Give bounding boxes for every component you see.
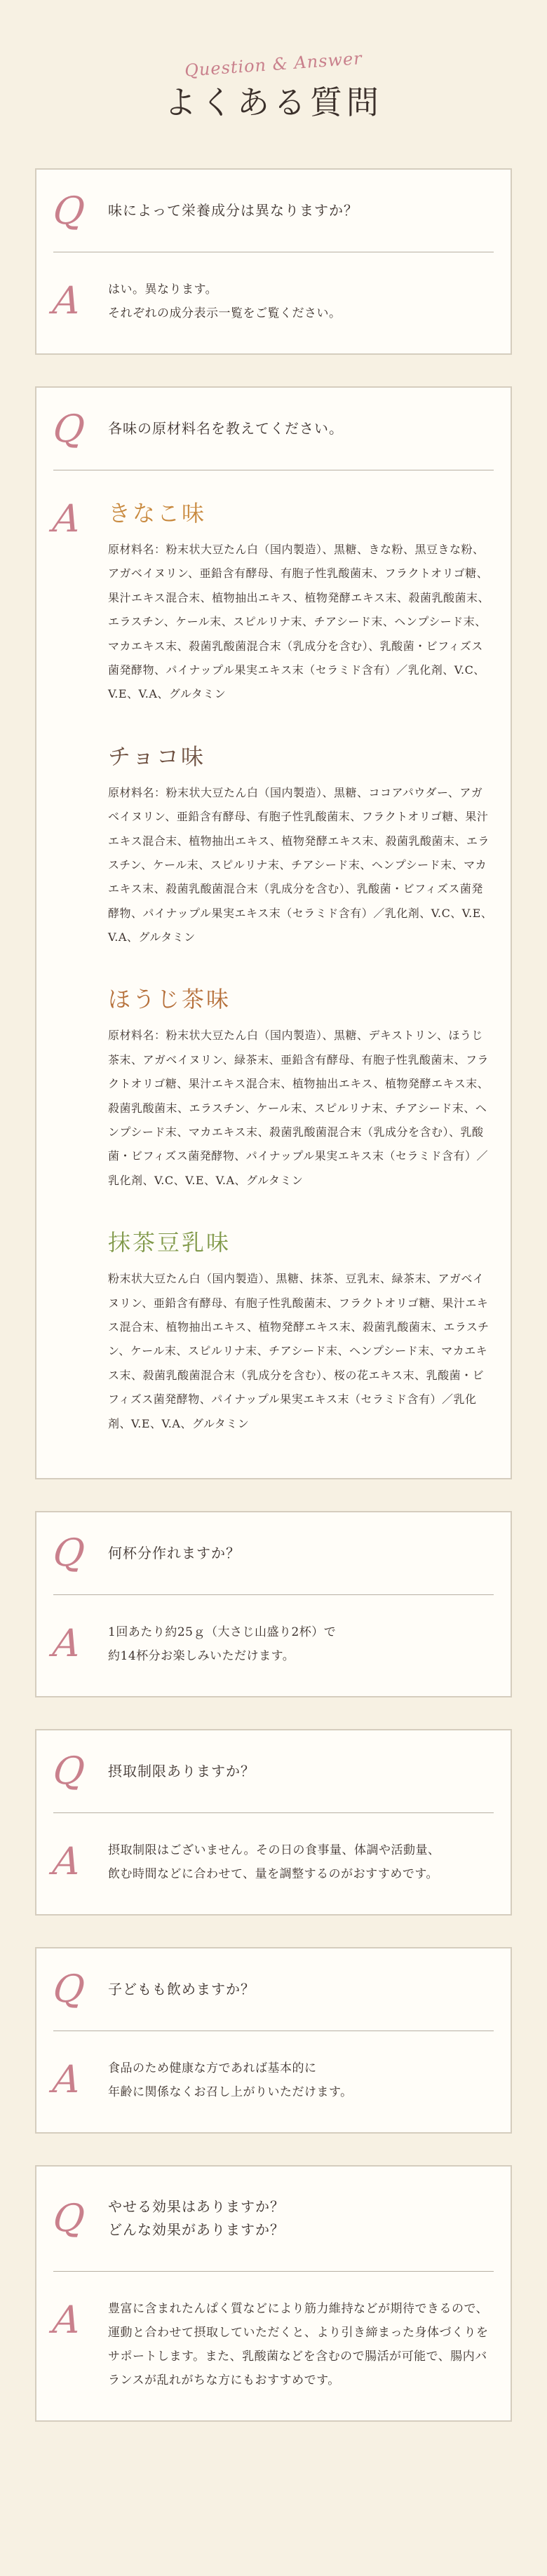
answer-row [50, 1813, 494, 1914]
page-title: よくある質問 [164, 83, 383, 121]
faq-card-ingredients [35, 386, 512, 1479]
question-text: 味によって栄養成分は異なりますか？ [108, 202, 358, 219]
answer-mark-icon: A [50, 1620, 83, 1665]
question-text: 摂取制限ありますか？ [108, 1762, 255, 1780]
answer-text: 1回あたり約25ｇ（大さじ山盛り2杯）で 約14杯分お楽しみいただけます。 [108, 1625, 337, 1663]
answer-text: はい。異なります。 それぞれの成分表示一覧をご覧ください。 [108, 283, 342, 320]
answer-mark-icon: A [50, 1838, 83, 1883]
answer-mark-icon: A [50, 278, 83, 323]
question-text: やせる効果はありますか？ どんな効果がありますか？ [108, 2198, 285, 2239]
question-text: 各味の原材料名を教えてください。 [108, 420, 344, 437]
faq-card-servings [35, 1511, 512, 1697]
answer-row [50, 1595, 494, 1696]
flavor-ingredients-kinako: 原材料名：粉末状大豆たん白（国内製造）、黒糖、きな粉、黒豆きな粉、アガベイヌリン、亜鉛含有酵母、有胞子性乳酸菌末、フラクトオリゴ糖、果汁エキス混合末、植物抽出エキス、植物発酵エキス末、殺菌乳酸菌末、エラスチン、ケール末、スピルリナ末、チアシード末、ヘンプシード末、マカエキス末、殺菌乳酸菌混合末（乳成分を含む）、乳酸菌・ビフィズス菌発酵物、パイナップル果実エキス末（セラミド含有）／乳化剤、V.C、V.E、V.A、グルタミン [108, 543, 490, 701]
question-row [50, 170, 494, 252]
answer-mark-icon: A [50, 496, 83, 541]
question-text: 何杯分作れますか？ [108, 1544, 241, 1561]
answer-row [50, 470, 494, 1478]
question-mark-icon: Q [50, 1749, 87, 1794]
question-mark-icon: Q [50, 188, 87, 233]
question-row [50, 2167, 494, 2272]
question-row [50, 1730, 494, 1813]
answer-text: 食品のため健康な方であれば基本的に 年齢に関係なくお召し上がりいただけます。 [108, 2061, 353, 2099]
faq-card-flavor-nutrition [35, 168, 512, 355]
answer-text: 摂取制限はございません。その日の食事量、体調や活動量、 飲む時間などに合わせて、量を調整するのがおすすめです。 [108, 1843, 440, 1881]
faq-card-intake-limit [35, 1729, 512, 1916]
question-row [50, 388, 494, 470]
flavor-title-houjicha: ほうじ茶味 [108, 986, 231, 1013]
faq-header [0, 42, 547, 168]
header-script-title: Question & Answer [184, 48, 363, 81]
answer-mark-icon: A [50, 2297, 83, 2342]
flavor-houjicha [108, 982, 494, 1193]
flavor-choco [108, 739, 494, 950]
question-mark-icon: Q [50, 1967, 87, 2012]
flavor-kinako [108, 496, 494, 707]
flavor-title-matcha: 抹茶豆乳味 [108, 1229, 231, 1256]
question-mark-icon: Q [50, 406, 87, 451]
faq-card-children [35, 1947, 512, 2134]
answer-row [50, 2031, 494, 2132]
faq-card-effects [35, 2165, 512, 2422]
flavor-list [108, 496, 494, 1436]
question-row [50, 1512, 494, 1595]
question-row [50, 1948, 494, 2031]
flavor-title-kinako: きなこ味 [108, 500, 207, 527]
answer-mark-icon: A [50, 2056, 83, 2101]
flavor-ingredients-choco: 原材料名：粉末状大豆たん白（国内製造）、黒糖、ココアパウダー、アガベイヌリン、亜鉛含有酵母、有胞子性乳酸菌末、フラクトオリゴ糖、果汁エキス混合末、植物抽出エキス、植物発酵エキス末、殺菌乳酸菌末、エラスチン、ケール末、スピルリナ末、チアシード末、ヘンプシード末、マカエキス末、殺菌乳酸菌混合末（乳成分を含む）、乳酸菌・ビフィズス菌発酵物、パイナップル果実エキス末（セラミド含有）／乳化剤、V.C、V.E、V.A、グルタミン [108, 785, 493, 944]
question-mark-icon: Q [50, 1531, 87, 1575]
flavor-title-choco: チョコ味 [108, 743, 206, 770]
flavor-matcha [108, 1225, 494, 1436]
answer-row [50, 2272, 494, 2420]
flavor-ingredients-houjicha: 原材料名：粉末状大豆たん白（国内製造）、黒糖、デキストリン、ほうじ茶末、アガベイヌリン、緑茶末、亜鉛含有酵母、有胞子性乳酸菌末、フラクトオリゴ糖、果汁エキス混合末、植物抽出エキス、植物発酵エキス末、殺菌乳酸菌末、エラスチン、ケール末、スピルリナ末、チアシード末、ヘンプシード末、マカエキス末、殺菌乳酸菌混合末（乳成分を含む）、乳酸菌・ビフィズス菌発酵物、パイナップル果実エキス末（セラミド含有）／乳化剤、V.C、V.E、V.A、グルタミン [108, 1029, 489, 1187]
question-text: 子どもも飲めますか？ [108, 1980, 255, 1998]
answer-text: 豊富に含まれたんぱく質などにより筋力維持などが期待できるので、運動と合わせて摂取していただくと、より引き締まった身体づくりをサポートします。また、乳酸菌などを含むので腸活が可能で、腸内バランスが乱れがちな方にもおすすめです。 [108, 2301, 489, 2387]
flavor-ingredients-matcha: 粉末状大豆たん白（国内製造）、黒糖、抹茶、豆乳末、緑茶末、アガベイヌリン、亜鉛含有酵母、有胞子性乳酸菌末、フラクトオリゴ糖、果汁エキス混合末、植物抽出エキス、植物発酵エキス末、殺菌乳酸菌末、エラスチン、ケール末、スピルリナ末、チアシード末、ヘンプシード末、マカエキス末、殺菌乳酸菌混合末（乳成分を含む）、桜の花エキス末、乳酸菌・ビフィズス菌発酵物、パイナップル果実エキス末（セラミド含有）／乳化剤、V.E、V.A、グルタミン [108, 1272, 489, 1430]
answer-row [50, 252, 494, 353]
question-mark-icon: Q [50, 2196, 87, 2241]
